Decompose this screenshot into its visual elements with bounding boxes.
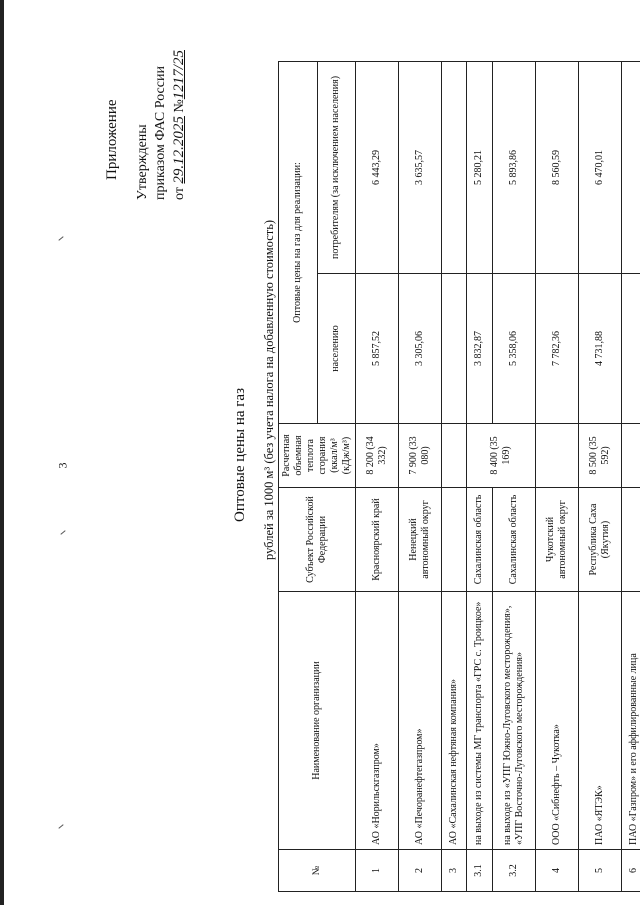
order-date-line: [170, 50, 189, 200]
row-population: [442, 274, 467, 424]
col-header-num: №: [279, 850, 356, 892]
row-region: [621, 488, 640, 592]
row-org: АО «Печоранефтегазпром»: [399, 592, 442, 850]
row-org: АО «Сахалинская нефтяная компания»: [442, 592, 467, 850]
row-heat: 8 500 (35 592): [578, 424, 621, 488]
row-consumers: 5 893,86: [492, 61, 535, 273]
table-row: [356, 61, 399, 891]
row-consumers: [621, 61, 640, 273]
table-row: [467, 61, 492, 891]
row-num: 1: [356, 850, 399, 892]
row-num: 3.2: [492, 850, 535, 892]
price-table: [278, 61, 640, 892]
table-row: [578, 61, 621, 891]
row-region: Ненецкий автономный округ: [399, 488, 442, 592]
table-header-row: [279, 61, 318, 891]
approval-block: [134, 50, 189, 200]
col-header-prices-group: Оптовые цены на газ для реализации:: [279, 61, 318, 423]
row-region: Сахалинская область: [492, 488, 535, 592]
row-heat: 7 900 (33 080): [399, 424, 442, 488]
approved-by-line: приказом ФАС России: [153, 66, 168, 200]
row-population: 3 305,06: [399, 274, 442, 424]
row-population: 7 782,36: [535, 274, 578, 424]
row-region: Чукотский автономный округ: [535, 488, 578, 592]
number-sign: №: [172, 99, 187, 113]
row-consumers: 8 560,59: [535, 61, 578, 273]
row-region: [442, 488, 467, 592]
row-org: АО «Норильскгазпром»: [356, 592, 399, 850]
row-consumers: 6 470,01: [578, 61, 621, 273]
date-prefix: от: [172, 187, 187, 200]
row-org: ООО «Сибнефть – Чукотка»: [535, 592, 578, 850]
row-org: на выходе из системы МГ транспорта «ГРС с. Троицкое»: [467, 592, 492, 850]
row-num: 5: [578, 850, 621, 892]
table-units: рублей за 1000 м³ (без учета налога на добавленную стоимость): [262, 219, 276, 560]
col-header-org: Наименование организации: [279, 592, 356, 850]
order-number: 1217/25: [171, 50, 187, 100]
table-row: [621, 61, 640, 891]
row-num: 3.1: [467, 850, 492, 892]
row-population: [621, 274, 640, 424]
col-header-region: Субъект Российской Федерации: [279, 488, 356, 592]
row-heat: [442, 424, 467, 488]
row-num: 3: [442, 850, 467, 892]
row-consumers: 3 635,57: [399, 61, 442, 273]
row-heat: 8 400 (35 169): [467, 424, 535, 488]
price-table-wrapper: [278, 62, 639, 892]
row-num: 2: [399, 850, 442, 892]
row-population: 4 731,88: [578, 274, 621, 424]
row-org: ПАО «ЯТЭК»: [578, 592, 621, 850]
row-population: 5 358,06: [492, 274, 535, 424]
table-row: [399, 61, 442, 891]
row-population: 3 832,87: [467, 274, 492, 424]
order-date: 29.12.2025: [171, 116, 187, 184]
row-consumers: 6 443,29: [356, 61, 399, 273]
page-number: 3: [55, 462, 70, 469]
col-header-population: населению: [317, 274, 356, 424]
row-heat: 8 200 (34 332): [356, 424, 399, 488]
row-org: на выходе из «УПГ Южно-Луговского месторождения», «УПГ Восточно-Луговского месторождения»: [492, 592, 535, 850]
row-num: 4: [535, 850, 578, 892]
document-title: Оптовые цены на газ: [232, 388, 248, 522]
row-org: ПАО «Газпром» и его аффилированные лица: [621, 592, 640, 850]
approved-line: Утверждены: [135, 124, 150, 200]
row-region: Сахалинская область: [467, 488, 492, 592]
row-consumers: [442, 61, 467, 273]
row-num: 6: [621, 850, 640, 892]
col-header-heat: Расчетная объемная теплота сгорания (ккал/м³ (кДж/м³): [279, 424, 356, 488]
row-heat: [621, 424, 640, 488]
appendix-label: Приложение: [104, 99, 120, 180]
row-region: Красноярский край: [356, 488, 399, 592]
table-row: [442, 61, 467, 891]
row-population: 5 857,52: [356, 274, 399, 424]
col-header-consumers: потребителям (за исключением населения): [317, 61, 356, 273]
row-consumers: 5 280,21: [467, 61, 492, 273]
row-heat: [535, 424, 578, 488]
table-row: [535, 61, 578, 891]
row-region: Республика Саха (Якутия): [578, 488, 621, 592]
